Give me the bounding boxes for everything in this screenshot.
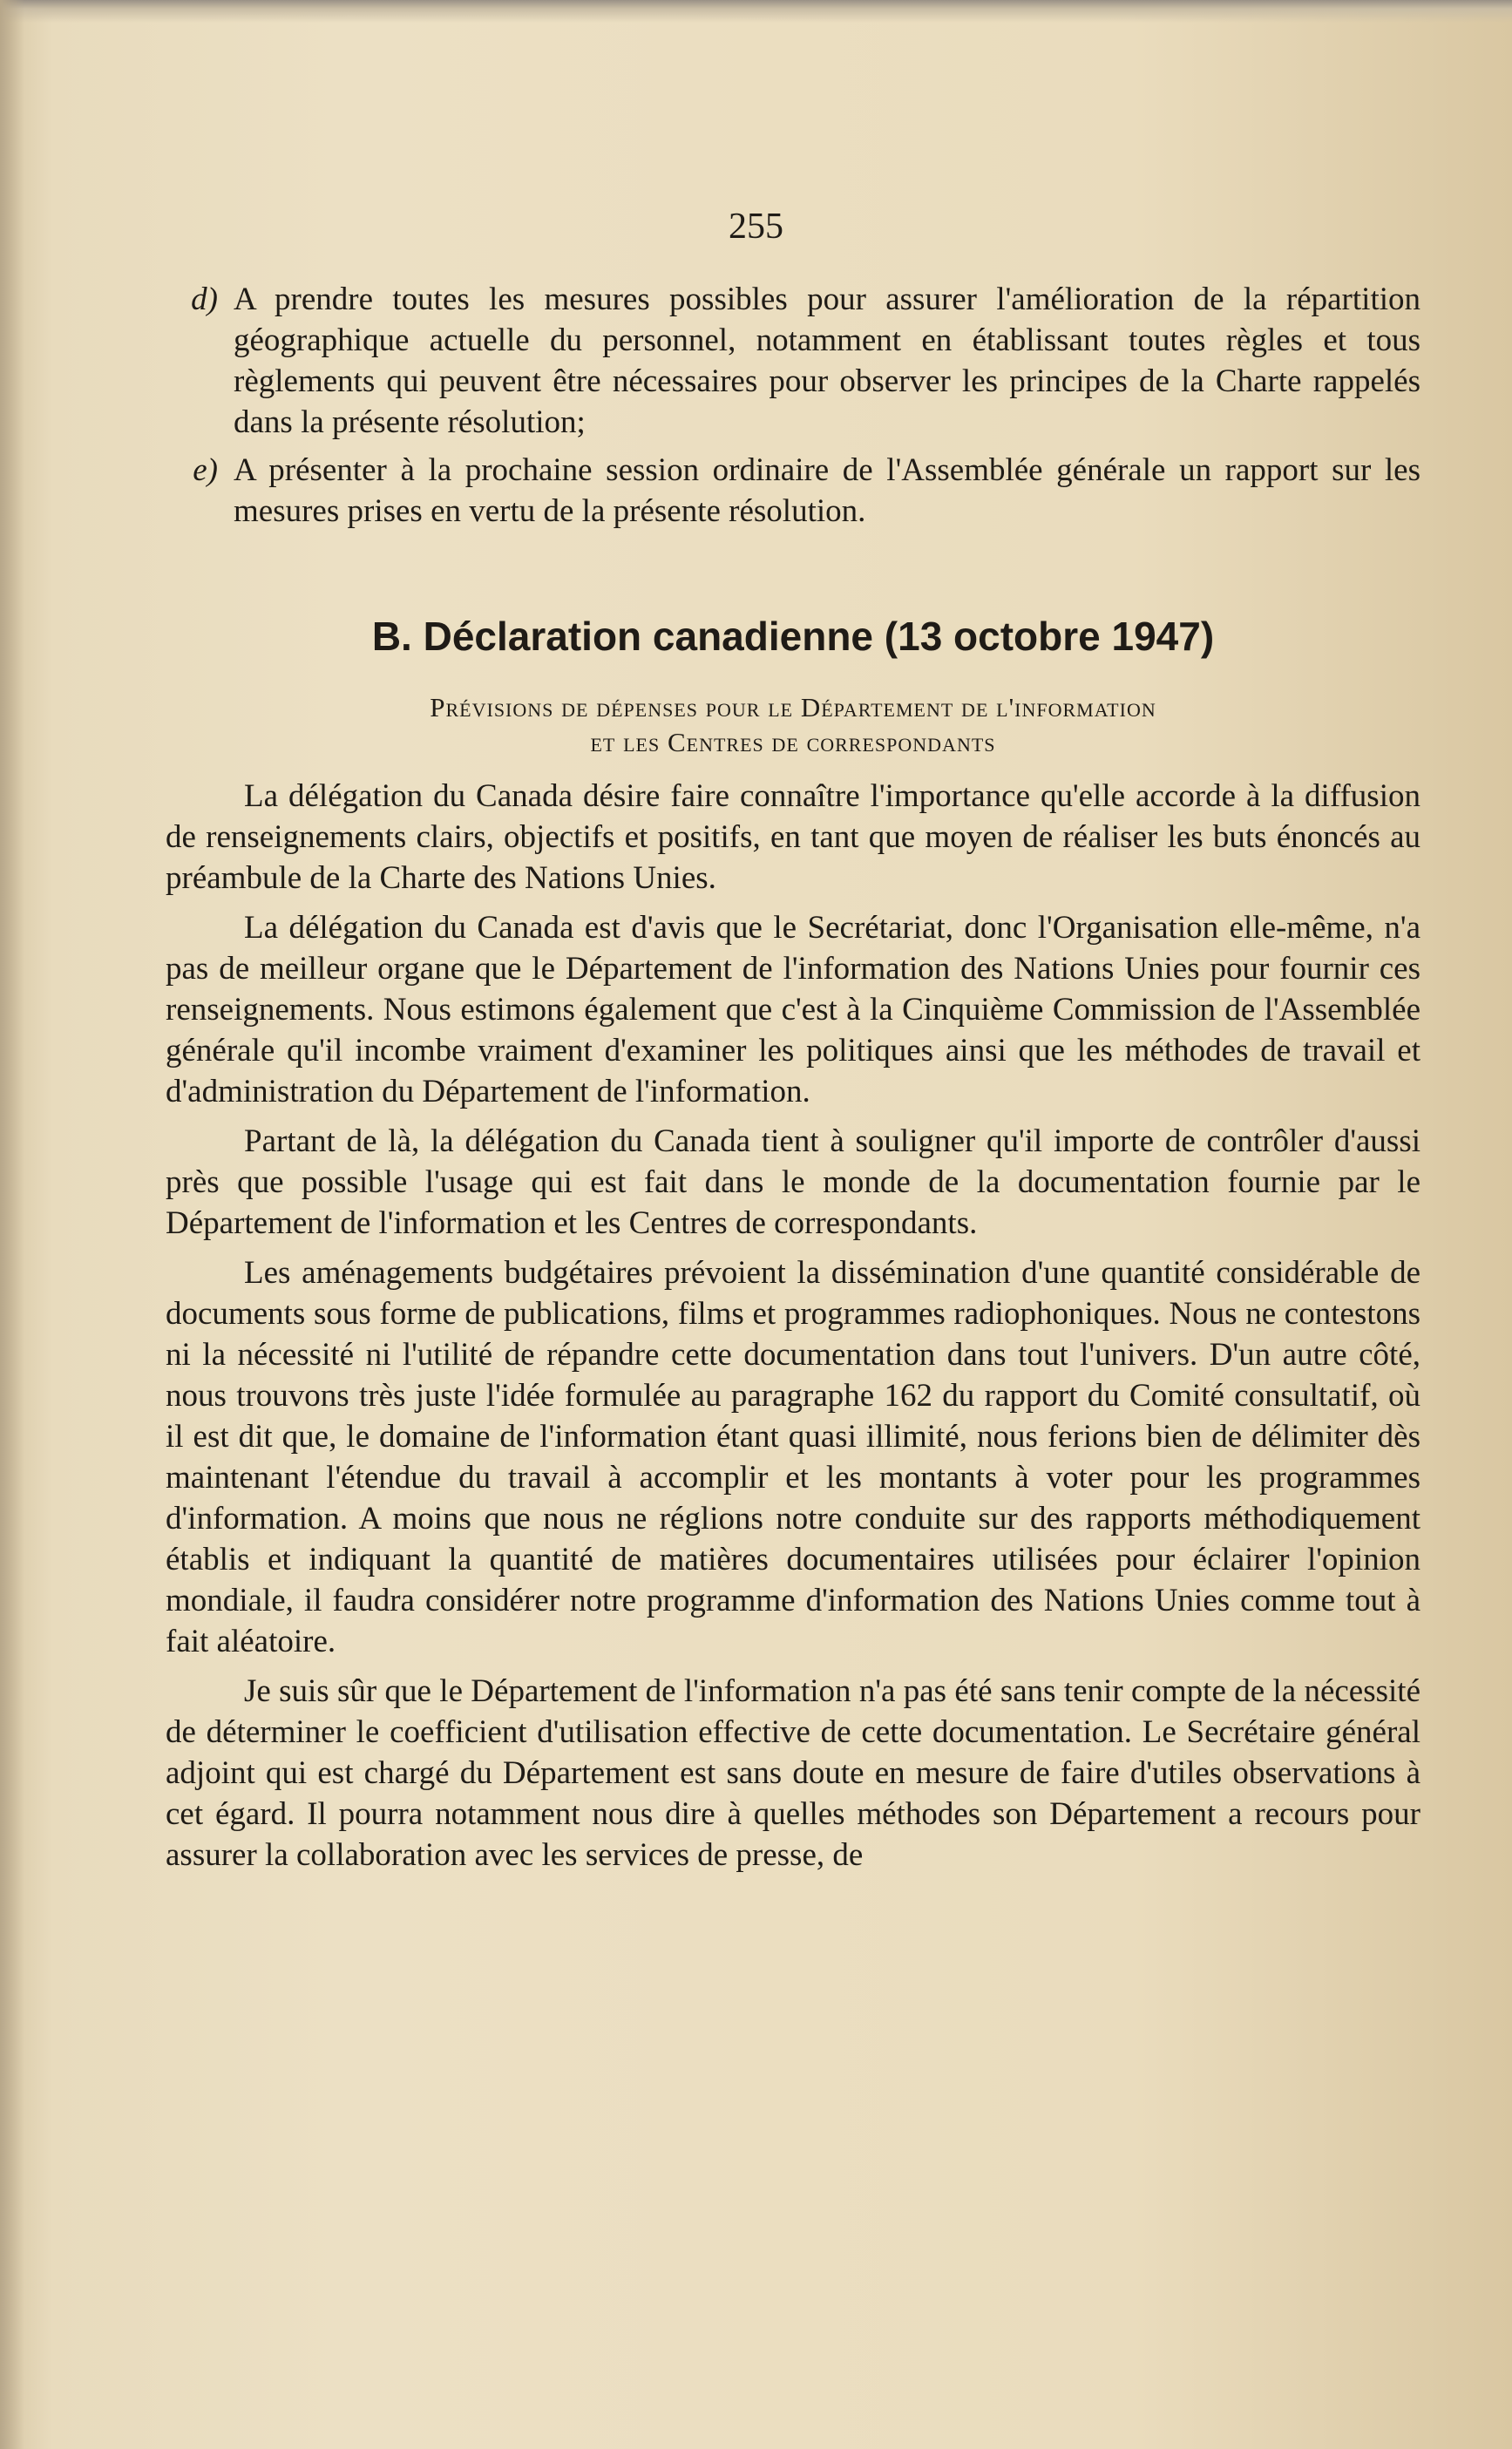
page-content — [166, 279, 1420, 1884]
paragraph: Je suis sûr que le Département de l'information n'a pas été sans tenir compte de la nécessité de déterminer le coefficient d'utilisation effective de cette documentation. Le Secrétaire général adjoint qui est chargé du Département est sans doute en mesure de faire d'utiles observations à cet égard. Il pourra notamment nous dire à quelles méthodes son Département a recours pour assurer la collaboration avec les services de presse, de — [166, 1673, 1420, 1873]
paragraph: Les aménagements budgétaires prévoient la dissémination d'une quantité considérable de documents sous forme de publications, films et programmes radiophoniques. Nous ne contestons ni la nécessité ni l'utilité de répandre cette documentation dans tout l'univers. D'un autre côté, nous trouvons très juste l'idée formulée au paragraphe 162 du rapport du Comité consultatif, où il est dit que, le domaine de l'information étant quasi illimité, nous ferions bien de délimiter dès maintenant l'étendue du travail à accomplir et les montants à voter pour les programmes d'information. A moins que nous ne réglions notre conduite sur des rapports méthodiquement établis et indiquant la quantité de matières documentaires utilisées pour éclairer l'opinion mondiale, il faudra considérer notre programme d'information des Nations Unies comme tout à fait aléatoire. — [166, 1255, 1420, 1659]
page-top-edge — [0, 0, 1512, 23]
page-number: 255 — [729, 207, 783, 247]
list-item-label: d) — [191, 282, 218, 317]
section-subtitle — [200, 690, 1386, 760]
list-item-label: e) — [193, 452, 218, 488]
paragraph: La délégation du Canada est d'avis que le Secrétariat, donc l'Organisation elle-même, n'a pas de meilleur organe que le Département de l'information des Nations Unies pour fournir ces renseignements. Nous estimons également que c'est à la Cinquième Commission de l'Assemblée générale qu'il incombe vraiment d'examiner les politiques ainsi que les méthodes de travail et d'administration du Département de l'information. — [166, 910, 1420, 1109]
list-item — [166, 450, 1420, 532]
list-item — [166, 279, 1420, 443]
list-item-text: A présenter à la prochaine session ordinaire de l'Assemblée générale un rapport sur les mesures prises en vertu de la présente résolution. — [234, 452, 1420, 529]
paragraph: La délégation du Canada désire faire connaître l'importance qu'elle accorde à la diffusion de renseignements clairs, objectifs et positifs, en tant que moyen de réaliser les buts énoncés au préambule de la Charte des Nations Unies. — [166, 778, 1420, 896]
subtitle-line: et les Centres de correspondants — [590, 727, 996, 757]
subtitle-line: Prévisions de dépenses pour le Département de l'information — [430, 692, 1156, 722]
page-binding-edge — [0, 0, 24, 2449]
paragraph: Partant de là, la délégation du Canada tient à souligner qu'il importe de contrôler d'aussi près que possible l'usage qui est fait dans le monde de la documentation fournie par le Département de l'information et les Centres de correspondants. — [166, 1123, 1420, 1241]
list-item-text: A prendre toutes les mesures possibles pour assurer l'amélioration de la répartition géographique actuelle du personnel, notamment en établissant toutes règles et tous règlements qui peuvent être nécessaires pour observer les principes de la Charte rappelés dans la présente résolution; — [234, 282, 1420, 440]
section-title: B. Déclaration canadienne (13 octobre 1947) — [371, 614, 1215, 659]
